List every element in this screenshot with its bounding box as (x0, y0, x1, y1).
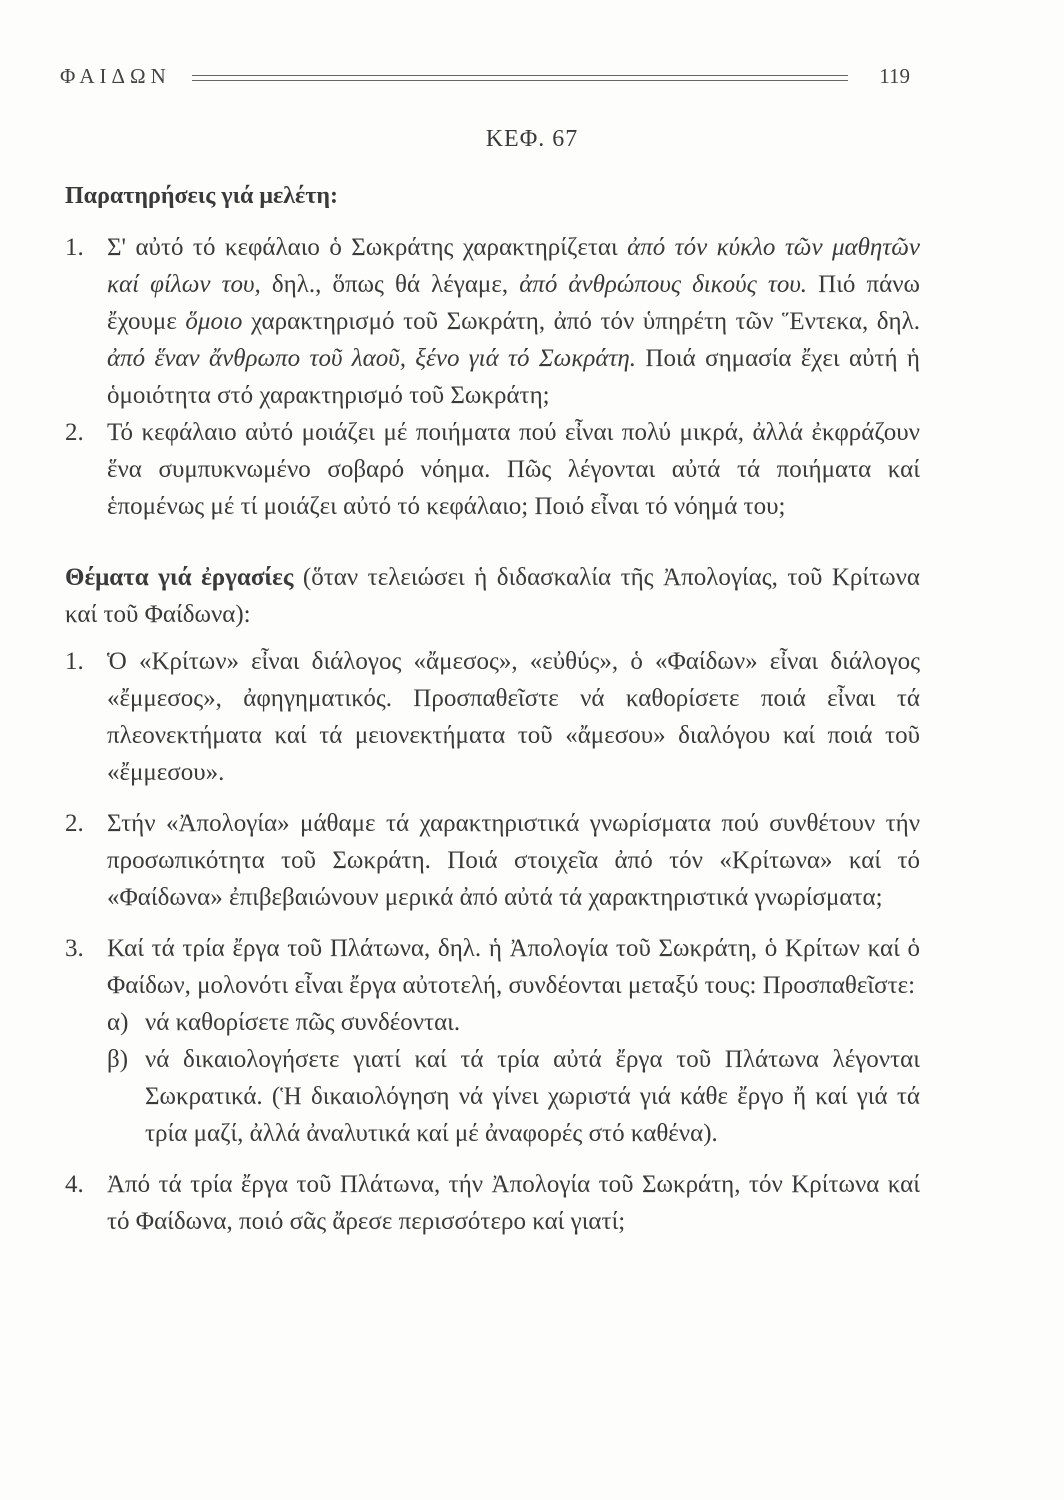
page-content (65, 178, 920, 1240)
italic-segment: ἀπό τόν κύκλο τῶν μαθητῶν καί φίλων του, (107, 234, 920, 298)
observations-heading: Παρατηρήσεις γιά μελέτη: (65, 183, 338, 209)
item-number: 1. (65, 234, 84, 261)
page-number: 119 (879, 64, 910, 88)
chapter-title: ΚΕΦ. 67 (485, 126, 579, 152)
text-segment: δηλ., ὅπως θά λέγαμε, (260, 271, 520, 298)
list-item (65, 1166, 920, 1240)
item-number: 2. (65, 810, 84, 837)
running-title: ΦΑΙΔΩΝ (60, 64, 171, 88)
item-text: Ἀπό τά τρία ἔργα τοῦ Πλάτωνα, τήν Ἀπολογία τοῦ Σωκράτη, τόν Κρίτωνα καί τό Φαίδωνα, ποιό σᾶς ἄρεσε περισσότερο καί γιατί; (107, 1171, 920, 1235)
subitem (107, 1041, 920, 1152)
header-double-rule (192, 75, 848, 81)
topics-list (65, 643, 920, 1240)
subitem-text: νά δικαιολογήσετε γιατί καί τά τρία αὐτά ἔργα τοῦ Πλάτωνα λέγονται Σωκρατικά. (Ἡ δικαιολόγηση νά γίνει χωριστά γιά κάθε ἔργο ἤ καί γιά τά τρία μαζί, ἀλλά ἀναλυτικά καί μέ ἀναφορές στό καθένα). (145, 1046, 920, 1147)
text-segment: χαρακτηρισμό τοῦ Σωκράτη, ἀπό τόν ὑπηρέτη τῶν Ἕντεκα, δηλ. (242, 308, 920, 335)
list-item (65, 805, 920, 916)
text-segment: Πιό πάνω ἔχουμε (107, 271, 921, 335)
item-text: Τό κεφάλαιο αὐτό μοιάζει μέ ποιήματα πού εἶναι πολύ μικρά, ἀλλά ἐκφράζουν ἕνα συμπυκνωμένο σοβαρό νόημα. Πῶς λέγονται αὐτά τά ποιήματα καί ἑπομένως μέ τί μοιάζει αὐτό τό κεφάλαιο; Ποιό εἶναι τό νόημά του; (107, 419, 920, 520)
subitem (107, 1004, 920, 1041)
observations-list (65, 229, 920, 525)
subitem-marker: β) (107, 1046, 129, 1073)
topics-heading-rest: (ὅταν τελειώσει ἡ διδασκαλία τῆς Ἀπολογίας, τοῦ Κρίτωνα καί τοῦ Φαίδωνα): (65, 564, 920, 628)
italic-segment: ὅμοιο (185, 308, 243, 335)
item-number: 1. (65, 648, 84, 675)
item-number: 2. (65, 419, 84, 446)
text-segment: Σ' αὐτό τό κεφάλαιο ὁ Σωκράτης χαρακτηρίζεται (107, 234, 628, 261)
item-number: 3. (65, 935, 84, 962)
topics-heading (65, 559, 920, 633)
list-item (65, 414, 920, 525)
list-item (65, 229, 920, 414)
list-item (65, 643, 920, 791)
subitem-text: νά καθορίσετε πῶς συνδέονται. (145, 1009, 461, 1036)
italic-segment: ἀπό ἀνθρώπους δικούς του. (519, 271, 808, 298)
item-body (107, 930, 920, 1152)
item-text: Ὁ «Κρίτων» εἶναι διάλογος «ἄμεσος», «εὐθύς», ὁ «Φαίδων» εἶναι διάλογος «ἔμμεσος», ἀφηγηματικός. Προσπαθεῖστε νά καθορίσετε ποιά εἶναι τά πλεονεκτήματα καί τά μειονεκτήματα τοῦ «ἄμεσου» διαλόγου καί ποιά τοῦ «ἔμμεσου». (107, 648, 920, 786)
subitem-marker: α) (107, 1009, 129, 1036)
item-text: Στήν «Ἀπολογία» μάθαμε τά χαρακτηριστικά γνωρίσματα πού συνθέτουν τήν προσωπικότητα τοῦ Σωκράτη. Ποιά στοιχεῖα ἀπό τόν «Κρίτωνα» καί τό «Φαίδωνα» ἐπιβεβαιώνουν μερικά ἀπό αὐτά τά χαρακτηριστικά γνωρίσματα; (107, 810, 920, 911)
list-item (65, 930, 920, 1152)
page-header (60, 64, 910, 94)
item-text: Καί τά τρία ἔργα τοῦ Πλάτωνα, δηλ. ἡ Ἀπολογία τοῦ Σωκράτη, ὁ Κρίτων καί ὁ Φαίδων, μολονότι εἶναι ἔργα αὐτοτελή, συνδέονται μεταξύ τους: Προσπαθεῖστε: (107, 935, 920, 999)
item-text (107, 229, 920, 414)
text-segment: Ποιά σημασία ἔχει αὐτή ἡ ὁμοιότητα στό χαρακτηρισμό τοῦ Σωκράτη; (107, 345, 920, 409)
item-number: 4. (65, 1171, 84, 1198)
topics-heading-bold: Θέματα γιά ἐργασίες (65, 564, 294, 591)
italic-segment: ἀπό ἕναν ἄνθρωπο τοῦ λαοῦ, ξένο γιά τό Σωκράτη. (107, 345, 637, 372)
